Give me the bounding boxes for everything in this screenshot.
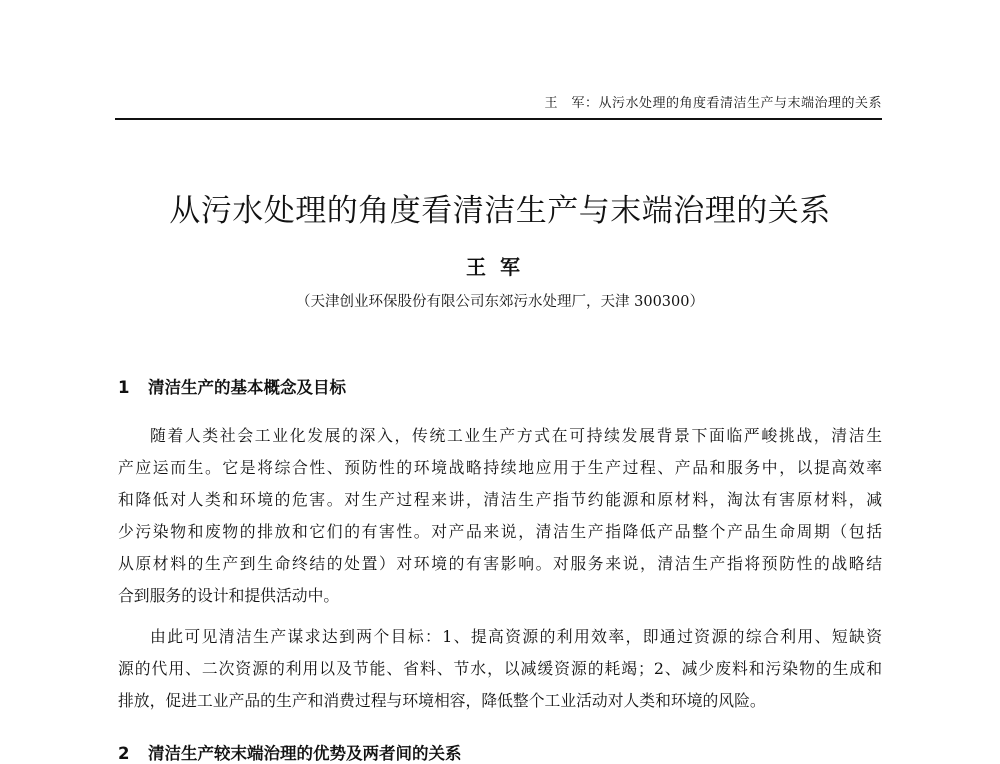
- author-name: 王军: [466, 255, 534, 279]
- section-heading-2: [118, 740, 462, 764]
- article-title: 从污水处理的角度看清洁生产与末端治理的关系: [169, 193, 831, 229]
- text-line: 由此可见清洁生产谋求达到两个目标：1、提高资源的利用效率，即通过资源的综合利用、短缺资: [150, 627, 882, 646]
- header-rule: [115, 118, 882, 120]
- section-title: 清洁生产的基本概念及目标: [148, 378, 346, 397]
- section-heading-1: [118, 374, 346, 398]
- author-affiliation: （天津创业环保股份有限公司东郊污水处理厂，天津 300300）: [296, 294, 704, 310]
- text-line: 源的代用、二次资源的利用以及节能、省料、节水，以减缓资源的耗竭；2、减少废料和污染物的生成和: [118, 659, 882, 678]
- section-number: 1: [118, 378, 130, 397]
- text-line: 少污染物和废物的排放和它们的有害性。对产品来说，清洁生产指降低产品整个产品生命周期（包括: [118, 522, 882, 541]
- text-line: 从原材料的生产到生命终结的处置）对环境的有害影响。对服务来说，清洁生产指将预防性的战略结: [118, 554, 882, 573]
- text-line: 排放，促进工业产品的生产和消费过程与环境相容，降低整个工业活动对人类和环境的风险。: [118, 691, 766, 710]
- running-header: 王 军：从污水处理的角度看清洁生产与末端治理的关系: [544, 96, 882, 111]
- text-line: 合到服务的设计和提供活动中。: [118, 586, 340, 605]
- section-number: 2: [118, 744, 130, 763]
- text-line: 和降低对人类和环境的危害。对生产过程来讲，清洁生产指节约能源和原材料，淘汰有害原材料，减: [118, 490, 882, 509]
- text-line: 产应运而生。它是将综合性、预防性的环境战略持续地应用于生产过程、产品和服务中，以提高效率: [118, 458, 882, 477]
- section-title: 清洁生产较末端治理的优势及两者间的关系: [148, 744, 462, 763]
- text-line: 随着人类社会工业化发展的深入，传统工业生产方式在可持续发展背景下面临严峻挑战，清洁生: [150, 426, 882, 445]
